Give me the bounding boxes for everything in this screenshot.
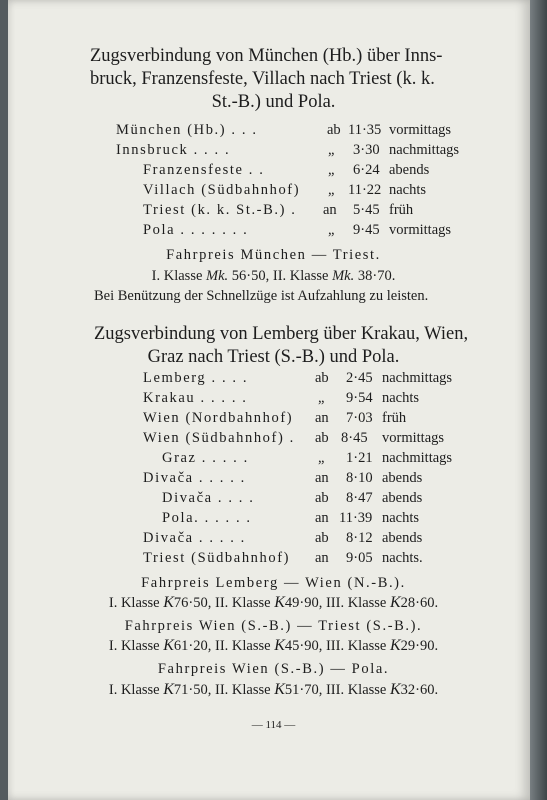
section1-title-line2: bruck, Franzensfeste, Villach nach Triest (k. k. bbox=[90, 69, 435, 89]
section2-title-line2: Graz nach Triest (S.-B.) und Pola. bbox=[147, 347, 400, 367]
fare-line: I. Klasse K76·50, II. Klasse K49·90, III. Klasse K28·60. bbox=[108, 594, 439, 611]
section2-title-line1: Zugsverbindung von Lemberg über Krakau, Wien, bbox=[94, 324, 469, 344]
timetable-row: Divača . . . . . an 8·10 abends bbox=[143, 470, 423, 486]
section1-title-line1: Zugsverbindung von München (Hb.) über Inns- bbox=[90, 46, 443, 66]
timetable-row: Triest (Südbahnhof) an 9·05 nachts. bbox=[143, 550, 423, 566]
fare-heading: Fahrpreis Wien (S.-B.) — Triest (S.-B.). bbox=[124, 618, 423, 634]
timetable-row: München (Hb.) . . . ab 11·35 vormittags bbox=[116, 122, 452, 138]
timetable-row: Lemberg . . . . ab 2·45 nachmittags bbox=[143, 370, 453, 386]
fare-line: I. Klasse Mk. 56·50, II. Klasse Mk. 38·70. bbox=[151, 268, 396, 284]
timetable-row: Pola. . . . . . an 11·39 nachts bbox=[162, 510, 420, 526]
express-note: Bei Benützung der Schnellzüge ist Aufzahlung zu leisten. bbox=[94, 288, 429, 304]
timetable-row: Wien (Südbahnhof) . ab 8·45 vormittags bbox=[143, 430, 445, 446]
fare-heading: Fahrpreis Lemberg — Wien (N.-B.). bbox=[141, 575, 406, 591]
fare-heading: Fahrpreis Wien (S.-B.) — Pola. bbox=[157, 661, 390, 677]
section1-title-line3: St.-B.) und Pola. bbox=[211, 92, 336, 112]
timetable-row: Pola . . . . . . . „ 9·45 vormittags bbox=[143, 222, 452, 238]
timetable-row: Franzensfeste . . „ 6·24 abends bbox=[143, 162, 430, 178]
timetable-row: Wien (Nordbahnhof) an 7·03 früh bbox=[143, 410, 407, 426]
timetable-row: Divača . . . . ab 8·47 abends bbox=[162, 490, 423, 506]
timetable-row: Graz . . . . . „ 1·21 nachmittags bbox=[162, 450, 453, 466]
fare-line: I. Klasse K71·50, II. Klasse K51·70, III. Klasse K32·60. bbox=[108, 681, 439, 698]
timetable-row: Villach (Südbahnhof) „ 11·22 nachts bbox=[143, 182, 427, 198]
timetable-row: Krakau . . . . . „ 9·54 nachts bbox=[143, 390, 420, 406]
timetable-row: Divača . . . . . ab 8·12 abends bbox=[143, 530, 423, 546]
timetable-row: Triest (k. k. St.-B.) . an 5·45 früh bbox=[143, 202, 414, 218]
fare-line: I. Klasse K61·20, II. Klasse K45·90, III. Klasse K29·90. bbox=[108, 637, 439, 654]
fare-heading: Fahrpreis München — Triest. bbox=[166, 247, 381, 263]
page-number: — 114 — bbox=[251, 719, 296, 731]
timetable-row: Innsbruck . . . . „ 3·30 nachmittags bbox=[116, 142, 460, 158]
